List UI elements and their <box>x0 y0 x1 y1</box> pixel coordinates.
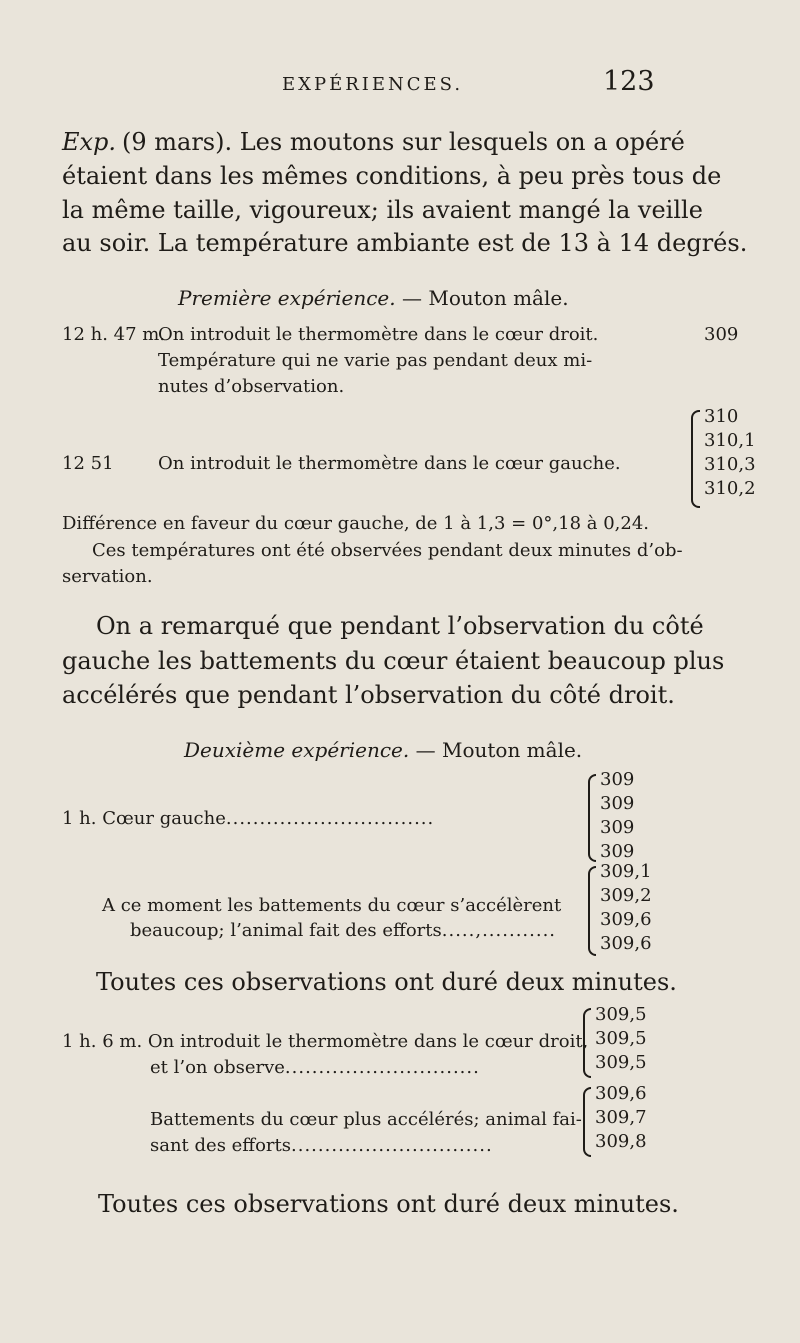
second-row2-label: beaucoup; l’animal fait des efforts <box>130 920 442 941</box>
second-row1-values <box>600 768 634 864</box>
value: 309 <box>600 793 635 814</box>
second-experiment-title: Deuxième expérience. <box>184 738 410 762</box>
difference-line: Différence en faveur du cœur gauche, de 1 à 1,3 = 0°,18 à 0,24. <box>62 513 650 534</box>
remark-line-3: accélérés que pendant l’observation du côté droit. <box>62 681 675 709</box>
second-experiment-subtitle: — Mouton mâle. <box>415 738 583 762</box>
second-row2-line2 <box>130 920 556 941</box>
value: 309,5 <box>595 1004 647 1025</box>
first-row2-text: On introduit le thermomètre dans le cœur gauche. <box>158 453 621 474</box>
third-row1-values <box>595 1003 647 1075</box>
leader-dots: ............................. <box>284 1057 480 1078</box>
value: 309,2 <box>600 885 652 906</box>
remark-line-1: On a remarqué que pendant l’observation du côté <box>96 612 704 640</box>
second-row1-text <box>62 808 434 829</box>
exp-label: Exp. <box>62 128 117 156</box>
leader-dots: ............................... <box>225 808 435 829</box>
intro-line-1: (9 mars). Les moutons sur lesquels on a opéré <box>122 128 685 156</box>
first-row1-value: 309 <box>704 324 739 345</box>
first-row1-time: 12 h. 47 m. <box>62 324 166 345</box>
third-row2-values <box>595 1082 647 1154</box>
running-header: EXPÉRIENCES. <box>282 74 464 95</box>
value: 309,7 <box>595 1107 647 1128</box>
value: 309,6 <box>600 933 652 954</box>
second-experiment-heading <box>184 738 582 762</box>
third-row1-label: et l’on observe <box>150 1057 285 1078</box>
value: 309,6 <box>595 1083 647 1104</box>
value: 309 <box>600 817 635 838</box>
observation-line-2: servation. <box>62 566 153 587</box>
first-experiment-subtitle: — Mouton mâle. <box>402 286 569 310</box>
third-row2-line1: Battements du cœur plus accélérés; animal fai- <box>150 1109 582 1130</box>
intro-line-4: au soir. La température ambiante est de 13 à 14 degrés. <box>62 229 748 257</box>
value: 310,1 <box>704 430 756 451</box>
value: 309,1 <box>600 861 652 882</box>
third-row1-line2 <box>150 1057 480 1078</box>
third-summary: Toutes ces observations ont duré deux minutes. <box>98 1190 679 1218</box>
leader-dots: .....,........... <box>441 920 557 941</box>
second-row2-brace <box>588 866 596 956</box>
first-row1-cont2: nutes d’observation. <box>158 376 345 397</box>
intro-line-3: la même taille, vigoureux; ils avaient mangé la veille <box>62 196 703 224</box>
value: 309,6 <box>600 909 652 930</box>
value: 310,3 <box>704 454 756 475</box>
remark-line-2: gauche les battements du cœur étaient beaucoup plus <box>62 647 725 675</box>
second-row1-brace <box>588 774 596 862</box>
page-number: 123 <box>603 66 655 97</box>
value: 309 <box>600 841 635 862</box>
second-row1-label: 1 h. Cœur gauche <box>62 808 226 829</box>
intro-line-2: étaient dans les mêmes conditions, à peu près tous de <box>62 162 722 190</box>
value: 310 <box>704 406 739 427</box>
first-experiment-heading <box>178 286 569 310</box>
first-row2-values <box>704 405 756 501</box>
third-row1-line1: 1 h. 6 m. On introduit le thermomètre dans le cœur droit, <box>62 1031 589 1052</box>
value: 310,2 <box>704 478 756 499</box>
value: 309,8 <box>595 1131 647 1152</box>
third-row2-line2 <box>150 1135 493 1156</box>
leader-dots: .............................. <box>291 1135 493 1156</box>
observation-line-1: Ces températures ont été observées pendant deux minutes d’ob- <box>92 540 683 561</box>
first-experiment-title: Première expérience. <box>178 286 396 310</box>
first-row1-text: On introduit le thermomètre dans le cœur droit. <box>158 324 599 345</box>
second-summary: Toutes ces observations ont duré deux minutes. <box>96 968 677 996</box>
first-row1-cont1: Température qui ne varie pas pendant deux mi- <box>158 350 593 371</box>
value: 309,5 <box>595 1028 647 1049</box>
third-row2-brace <box>583 1087 591 1157</box>
second-row2-values <box>600 860 652 956</box>
third-row1-brace <box>583 1008 591 1078</box>
first-row2-brace <box>691 410 700 508</box>
third-row2-label: sant des efforts <box>150 1135 292 1156</box>
value: 309,5 <box>595 1052 647 1073</box>
value: 309 <box>600 769 635 790</box>
first-row2-time: 12 51 <box>62 453 114 474</box>
second-row2-line1: A ce moment les battements du cœur s’accélèrent <box>102 895 562 916</box>
